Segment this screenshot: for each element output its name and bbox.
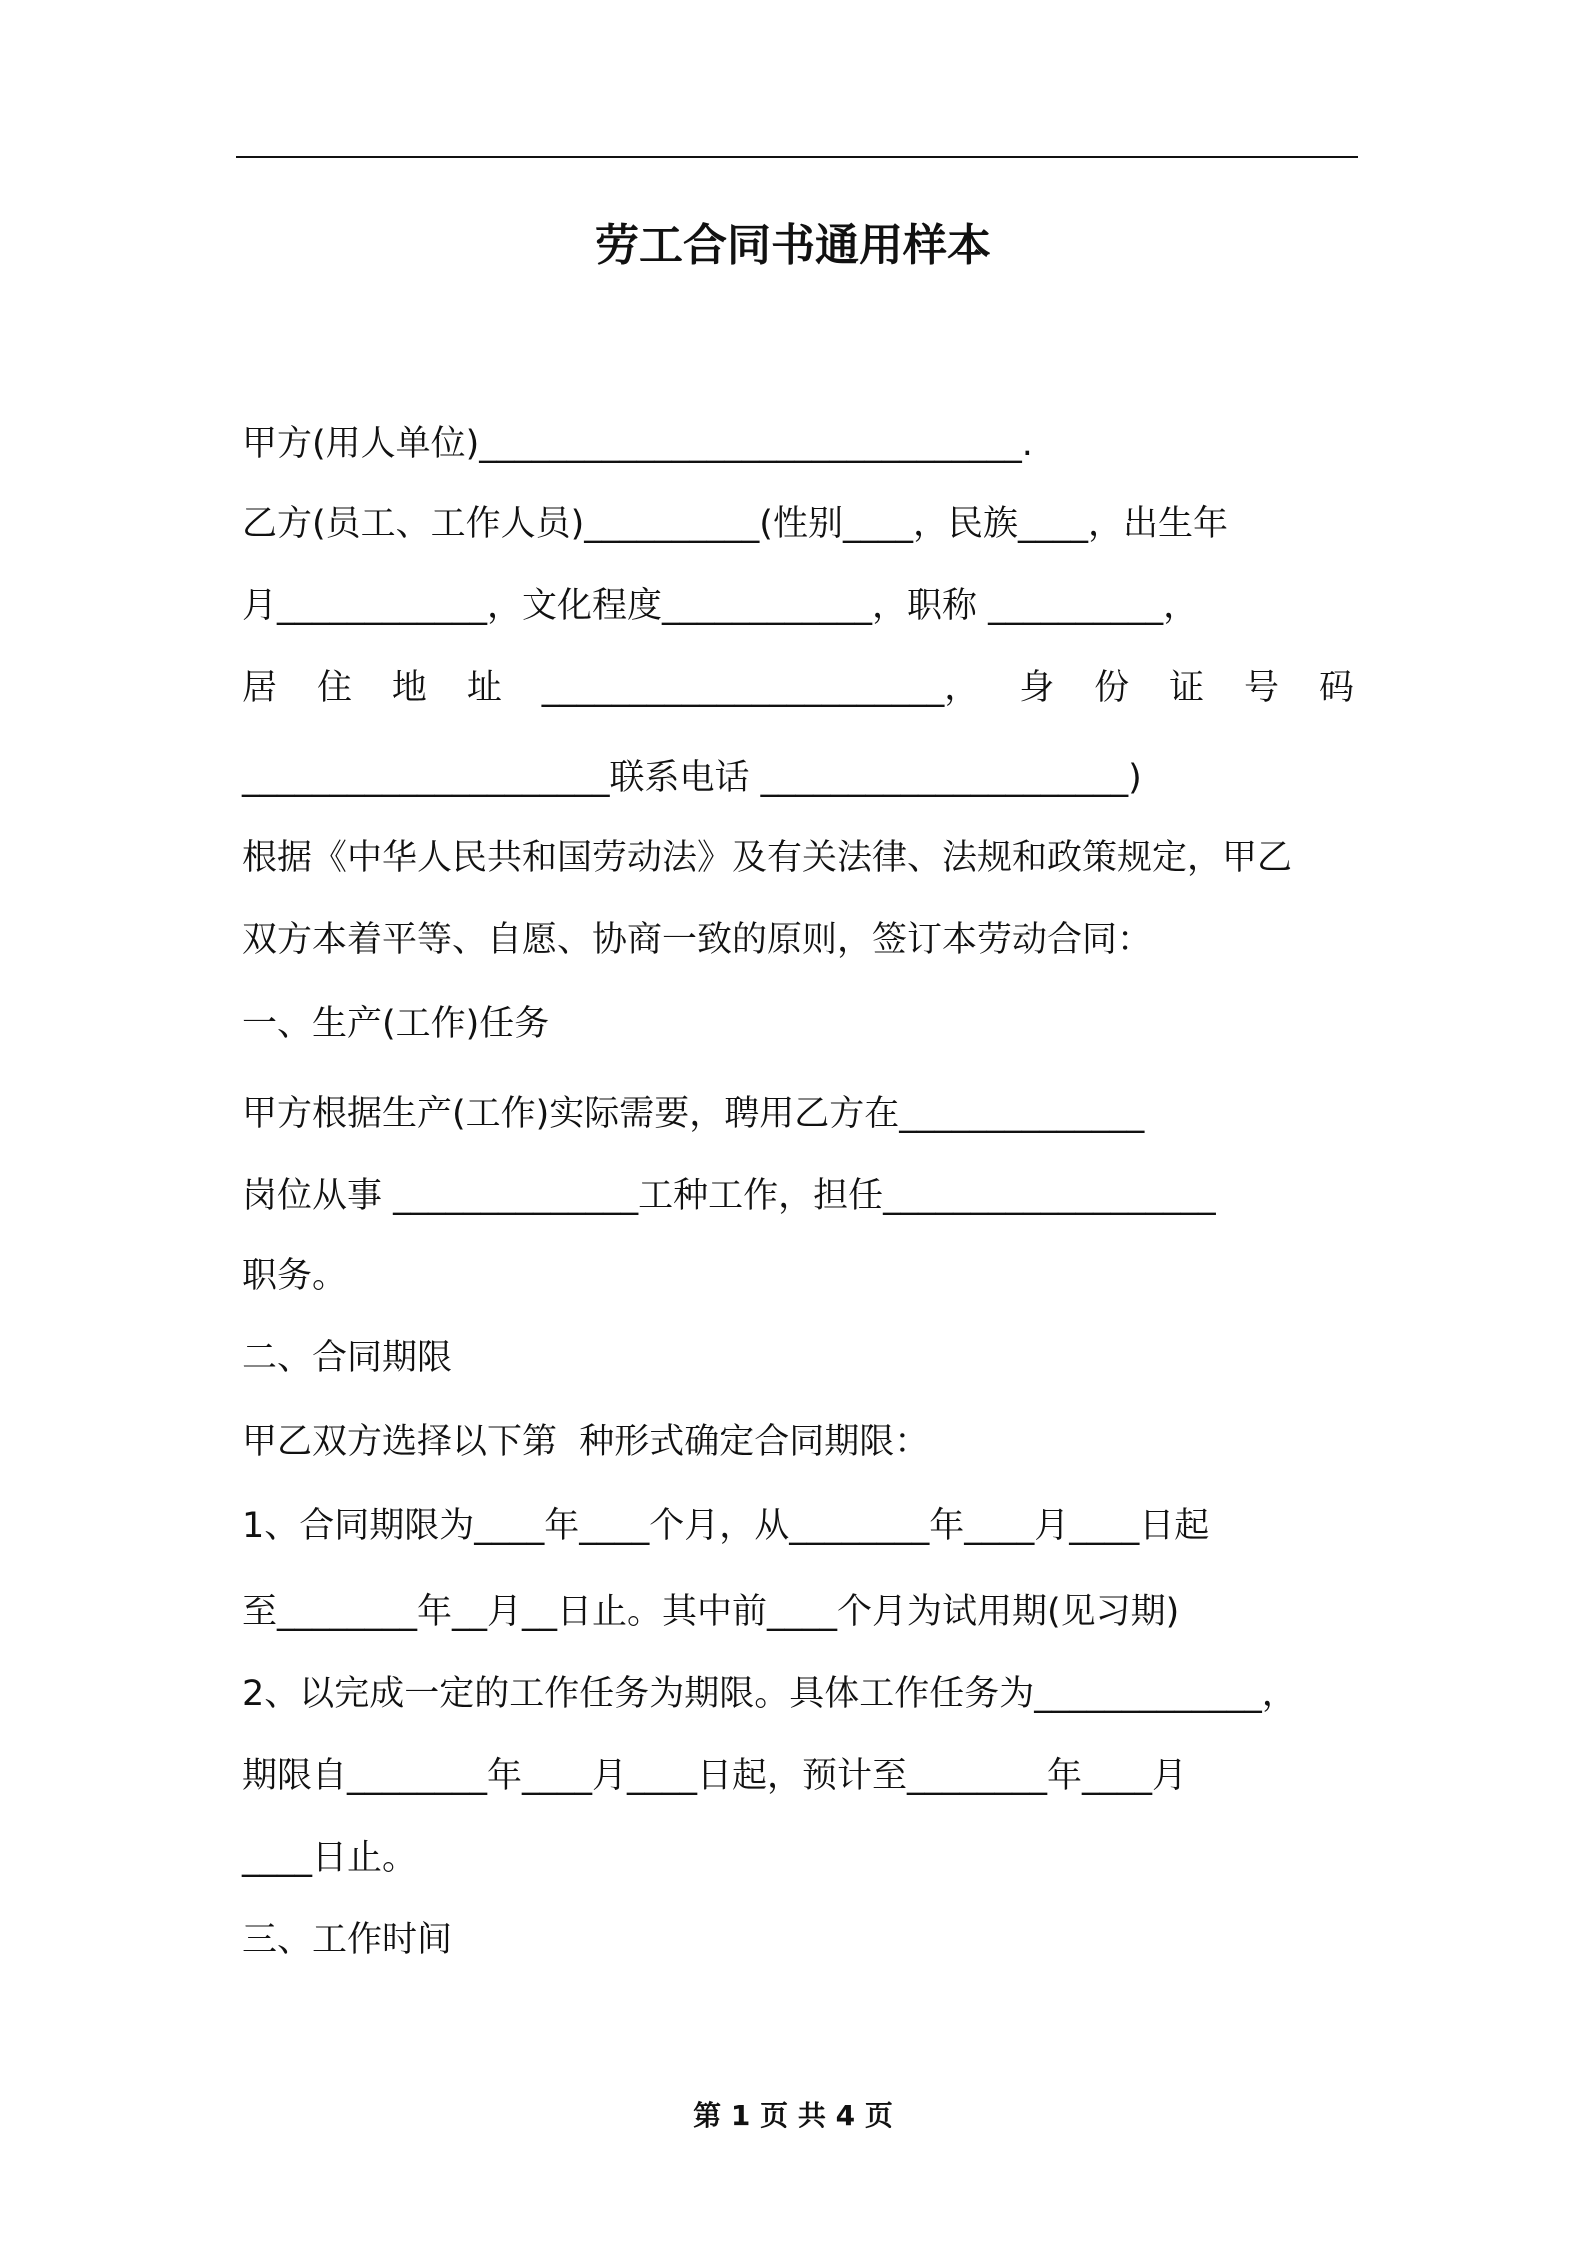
- contact-line: _____________________联系电话 _____________________): [242, 758, 1142, 798]
- id-char: 身: [1019, 668, 1055, 708]
- section-3-heading: 三、工作时间: [242, 1920, 453, 1960]
- task-line-2: 岗位从事 ______________工种工作，担任___________________: [242, 1176, 1216, 1216]
- basis-line-2: 双方本着平等、自愿、协商一致的原则，签订本劳动合同：: [242, 920, 1153, 960]
- basis-line-1: 根据《中华人民共和国劳动法》及有关法律、法规和政策规定，甲乙: [242, 838, 1293, 878]
- address-blank: _______________________，: [541, 668, 980, 708]
- term-option-2-line-2: 期限自________年____月____日起，预计至________年____月: [242, 1756, 1188, 1796]
- term-option-1-line-2: 至________年__月__日止。其中前____个月为试用期(见习期): [242, 1592, 1180, 1632]
- header-rule: [236, 156, 1358, 158]
- party-b-line: 乙方(员工、工作人员)__________(性别____，民族____，出生年: [242, 504, 1228, 544]
- address-char: 地: [391, 668, 427, 708]
- id-char: 号: [1244, 668, 1280, 708]
- address-char: 址: [466, 668, 502, 708]
- section-2-heading: 二、合同期限: [242, 1338, 453, 1378]
- party-a-line: 甲方(用人单位)_______________________________.: [242, 424, 1033, 464]
- address-char: 住: [316, 668, 352, 708]
- document-title: 劳工合同书通用样本: [595, 220, 991, 271]
- address-line: [242, 664, 1354, 712]
- task-line-3: 职务。: [242, 1256, 348, 1296]
- task-line-1: 甲方根据生产(工作)实际需要，聘用乙方在______________: [242, 1094, 1145, 1134]
- term-option-2-line-1: 2、以完成一定的工作任务为期限。具体工作任务为_____________，: [242, 1674, 1297, 1714]
- id-char: 码: [1318, 668, 1354, 708]
- term-intro-line: 甲乙双方选择以下第 种形式确定合同期限：: [242, 1422, 930, 1462]
- page-number: 第 1 页 共 4 页: [693, 2099, 893, 2132]
- section-1-heading: 一、生产(工作)任务: [242, 1004, 550, 1044]
- id-char: 份: [1094, 668, 1130, 708]
- education-line: 月____________，文化程度____________，职称 __________，: [242, 586, 1199, 626]
- term-option-2-line-3: ____日止。: [242, 1838, 418, 1878]
- id-char: 证: [1169, 668, 1205, 708]
- term-option-1-line-1: 1、合同期限为____年____个月，从________年____月____日起: [242, 1506, 1210, 1546]
- address-char: 居: [242, 668, 278, 708]
